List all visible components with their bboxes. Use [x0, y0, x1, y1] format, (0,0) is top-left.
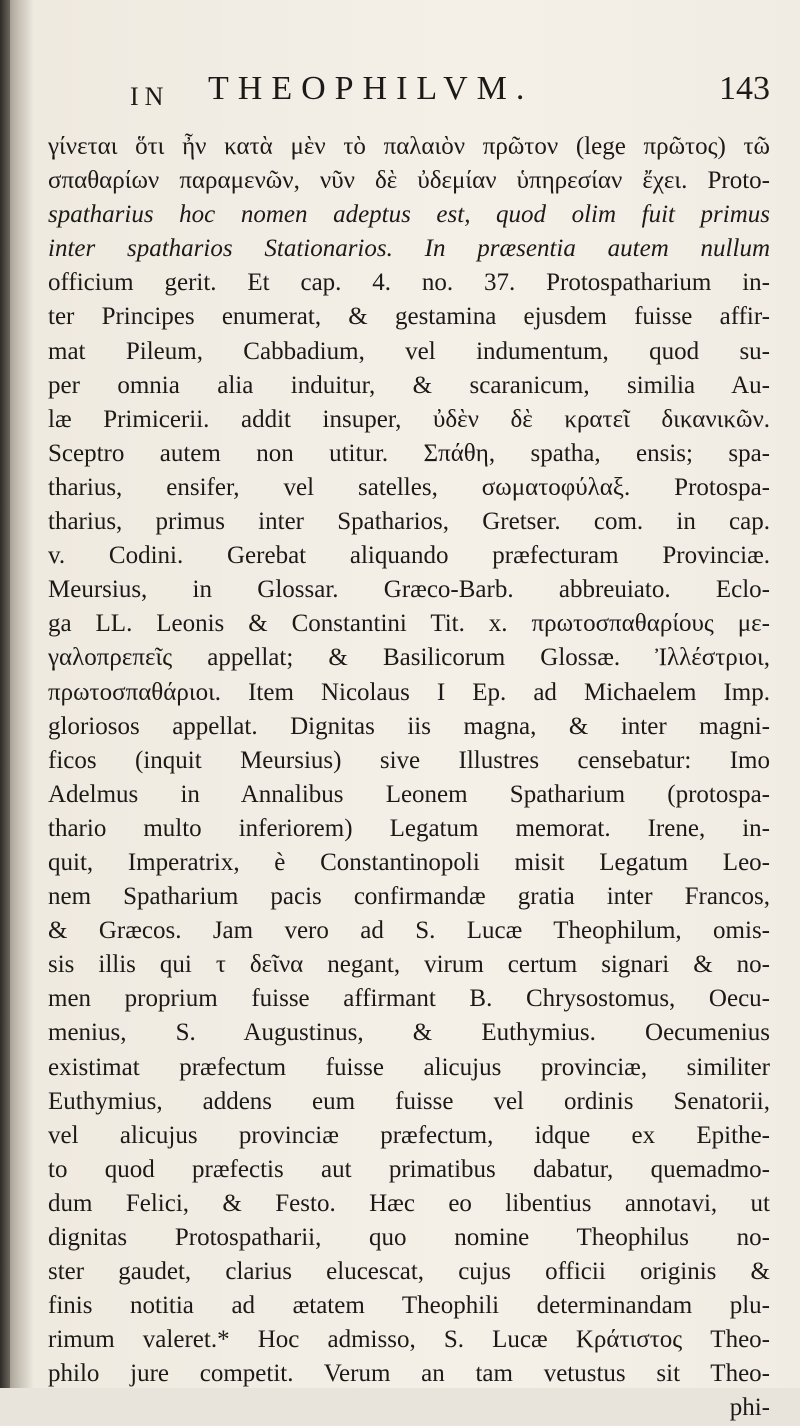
- text-line: nem Spatharium pacis confirmandæ gratia inter Francos,: [48, 883, 770, 911]
- running-head-prefix: IN: [130, 82, 170, 111]
- running-head-title: THEOPHILVM.: [208, 70, 534, 107]
- text-line: rimum valeret.* Hoc admisso, S. Lucæ Κράτιστος Theo-: [48, 1326, 770, 1354]
- text-line: Sceptro autem non utitur. Σπάθη, spatha, ensis; spa-: [48, 439, 770, 467]
- text-line: philo jure competit. Verum an tam vetustus sit Theo-: [48, 1360, 770, 1388]
- text-line: menius, S. Augustinus, & Euthymius. Oecumenius: [48, 1019, 770, 1047]
- text-line: inter spatharios Stationarios. In præsentia autem nullum: [48, 235, 770, 263]
- text-line: tharius, ensifer, vel satelles, σωματοφύλαξ. Protospa-: [48, 473, 770, 501]
- text-line: σπαθαρίων παραμενῶν, νῦν δὲ ὐδεμίαν ὑπηρεσίαν ἔχει. Proto-: [48, 167, 770, 195]
- text-line: dignitas Protospatharii, quo nomine Theophilus no-: [48, 1224, 770, 1251]
- text-line: existimat præfectum fuisse alicujus provinciæ, similiter: [48, 1053, 770, 1081]
- text-line: ga LL. Leonis & Constantini Tit. x. πρωτοσπαθαρίους με-: [48, 610, 770, 638]
- text-line: γαλοπρεπεῖς appellat; & Basilicorum Glossæ. Ἰλλέστριοι,: [48, 644, 770, 672]
- text-line: sis illis qui τ δεῖνα negant, virum certum signari & no-: [48, 951, 770, 979]
- text-line: γίνεται ὅτι ἦν κατὰ μὲν τὸ παλαιὸν πρῶτον (lege πρῶτος) τῶ: [48, 133, 770, 160]
- text-line: ficos (inquit Meursius) sive Illustres censebatur: Imo: [48, 746, 770, 774]
- text-line: & Græcos. Jam vero ad S. Lucæ Theophilum, omis-: [48, 917, 770, 945]
- catchword: phi-: [729, 1394, 770, 1422]
- text-line: tharius, primus inter Spatharios, Gretser. com. in cap.: [48, 508, 770, 536]
- text-line: Euthymius, addens eum fuisse vel ordinis Senatorii,: [48, 1087, 770, 1115]
- text-line: finis notitia ad ætatem Theophili determinandam plu-: [48, 1292, 770, 1320]
- running-head: [130, 70, 770, 120]
- text-line: per omnia alia induitur, & scaranicum, similia Au-: [48, 371, 770, 399]
- text-line: gloriosos appellat. Dignitas iis magna, & inter magni-: [48, 712, 770, 740]
- page-number: 143: [719, 70, 770, 107]
- binding-gutter: [0, 0, 10, 1388]
- text-line: Adelmus in Annalibus Leonem Spatharium (protospa-: [48, 780, 770, 808]
- text-line: men proprium fuisse affirmant B. Chrysostomus, Oecu-: [48, 985, 770, 1013]
- text-line: v. Codini. Gerebat aliquando præfecturam Provinciæ.: [48, 542, 770, 570]
- text-line: officium gerit. Et cap. 4. no. 37. Protospatharium in-: [48, 269, 770, 297]
- text-line: dum Felici, & Festo. Hæc eo libentius annotavi, ut: [48, 1189, 770, 1217]
- text-line: spatharius hoc nomen adeptus est, quod olim fuit primus: [48, 201, 770, 229]
- text-line: ter Principes enumerat, & gestamina ejusdem fuisse affir-: [48, 303, 770, 331]
- text-line: to quod præfectis aut primatibus dabatur, quemadmo-: [48, 1155, 770, 1183]
- text-line: ster gaudet, clarius elucescat, cujus officii originis &: [48, 1258, 770, 1286]
- text-line: mat Pileum, Cabbadium, vel indumentum, quod su-: [48, 337, 770, 365]
- text-line: læ Primicerii. addit insuper, ὐδὲν δὲ κρατεῖ δικανικῶν.: [48, 405, 770, 433]
- text-line: thario multo inferiorem) Legatum memorat. Irene, in-: [48, 814, 770, 842]
- text-line: Meursius, in Glossar. Græco-Barb. abbreuiato. Eclo-: [48, 576, 770, 604]
- text-line: πρωτοσπαθάριοι. Item Nicolaus I Ep. ad Michaelem Imp.: [48, 678, 770, 706]
- page-body-text: [48, 130, 770, 1426]
- text-line: vel alicujus provinciæ præfectum, idque ex Epithe-: [48, 1121, 770, 1149]
- text-line: quit, Imperatrix, è Constantinopoli misit Legatum Leo-: [48, 848, 770, 876]
